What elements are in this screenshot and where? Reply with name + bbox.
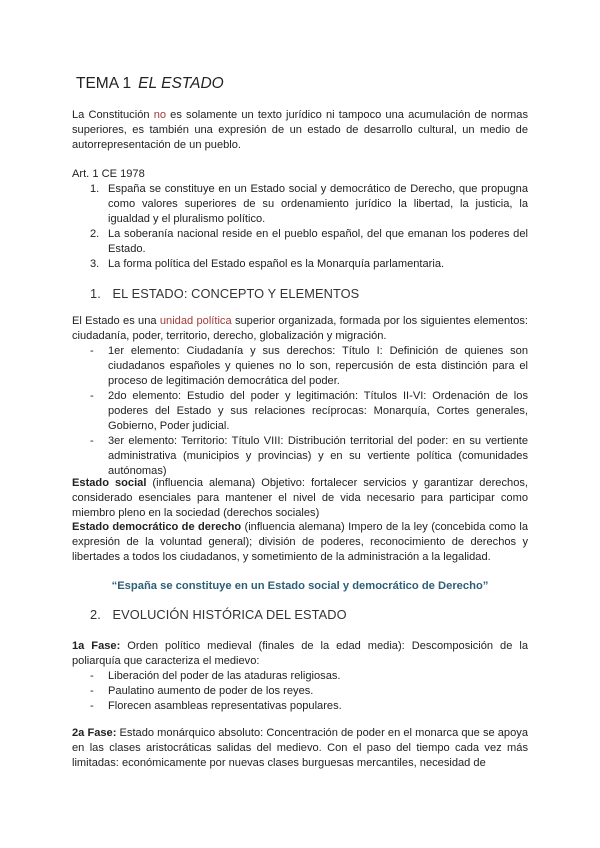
item-text: España se constituye en un Estado social y democrático de Derecho, que propugna como valores superiores de su ordenamiento jurídico la libertad, la justicia, la igualdad y el pluralismo político. [108, 183, 528, 225]
list-item [72, 389, 528, 434]
article-heading: Art. 1 CE 1978 [72, 168, 145, 180]
def-highlight: unidad política [159, 315, 232, 327]
title-prefix: TEMA 1 [76, 75, 132, 92]
list-item [72, 257, 528, 272]
dash-bullet: - [90, 670, 94, 682]
section-number: 1. [90, 286, 101, 301]
list-item [72, 669, 528, 684]
dash-bullet: - [90, 685, 94, 697]
estado-social-text: (influencia alemana) Objetivo: fortalecer servicios y garantizar derechos, considerado esenciales para mantener el nivel de vida necesario para participar como miembro pleno en la sociedad (derechos sociales) [72, 477, 528, 519]
item-text: 2do elemento: Estudio del poder y legitimación: Títulos II-VI: Ordenación de los poderes del Estado y sus relaciones recíprocas: Monarquía, Cortes generales, Gobierno, Poder judicial. [108, 390, 528, 432]
dash-bullet: - [90, 390, 94, 402]
intro-paragraph [72, 108, 528, 153]
item-text: La soberanía nacional reside en el pueblo español, del que emanan los poderes del Estado. [108, 228, 528, 255]
section-title: EVOLUCIÓN HISTÓRICA DEL ESTADO [112, 607, 347, 622]
fase-1-label: 1a Fase: [72, 640, 121, 652]
item-text: Florecen asambleas representativas populares. [108, 700, 342, 712]
item-number: 2. [90, 228, 100, 240]
item-number: 1. [90, 183, 100, 195]
item-text: Liberación del poder de las ataduras religiosas. [108, 670, 341, 682]
intro-text-end: es solamente un texto jurídico ni tampoco una acumulación de normas superiores, es también una expresión de un estado de desarrollo cultural, un medio de autorrepresentación de un pueblo. [72, 109, 528, 151]
estado-definition [72, 314, 528, 344]
list-item [72, 344, 528, 389]
list-item [72, 434, 528, 479]
item-text: 1er elemento: Ciudadanía y sus derechos: Título I: Definición de quienes son ciudadanos españoles y quienes no lo son, repercusión de esta distinción para el proceso de legitimación democrática del poder. [108, 345, 528, 387]
fase-1-paragraph [72, 639, 528, 669]
fase-1-list [72, 669, 528, 714]
list-item [72, 684, 528, 699]
list-item [72, 227, 528, 257]
list-item [72, 699, 528, 714]
section-2-heading [90, 607, 530, 623]
section-title: EL ESTADO: CONCEPTO Y ELEMENTOS [112, 286, 360, 301]
estado-democratico-text: (influencia alemana) Impero de la ley (concebida como la expresión de la voluntad general); división de poderes, reconocimiento de derechos y libertades a todos los ciudadanos, y sometimiento de la administración a la legalidad. [72, 521, 528, 563]
elements-list [72, 344, 528, 479]
section-number: 2. [90, 607, 101, 622]
intro-text-start: La Constitución [72, 109, 154, 121]
page-title [76, 75, 526, 93]
estado-social-term: Estado social [72, 477, 147, 489]
estado-democratico-term: Estado democrático de derecho [72, 521, 242, 533]
article-list [72, 182, 528, 272]
item-text: La forma política del Estado español es la Monarquía parlamentaria. [108, 258, 445, 270]
fase-2-text: Estado monárquico absoluto: Concentración de poder en el monarca que se apoya en las clases aristocráticas salidas del medievo. Con el paso del tiempo cada vez más limitadas: económicamente por nuevas clases burguesas mercantiles, necesidad de [72, 727, 528, 769]
highlight-quote: “España se constituye en un Estado social y democrático de Derecho” [111, 580, 489, 592]
dash-bullet: - [90, 345, 94, 357]
estado-social-paragraph [72, 476, 528, 521]
fase-2-paragraph [72, 726, 528, 771]
dash-bullet: - [90, 435, 94, 447]
item-number: 3. [90, 258, 100, 270]
fase-1-text: Orden político medieval (finales de la edad media): Descomposición de la poliarquía que caracteriza el medievo: [72, 640, 528, 667]
def-text-start: El Estado es una [72, 315, 160, 327]
item-text: Paulatino aumento de poder de los reyes. [108, 685, 314, 697]
title-italic: EL ESTADO [138, 75, 224, 92]
estado-democratico-paragraph [72, 520, 528, 565]
list-item [72, 182, 528, 227]
item-text: 3er elemento: Territorio: Título VIII: Distribución territorial del poder: en su vertiente administrativa (municipios y provincias) y en su vertiente política (comunidades autónomas) [108, 435, 528, 477]
def-text-end: superior organizada, formada por los siguientes elementos: ciudadanía, poder, territorio, derecho, globalización y migración. [72, 315, 529, 342]
dash-bullet: - [90, 700, 94, 712]
intro-highlight: no [153, 109, 167, 121]
fase-2-label: 2a Fase: [72, 727, 117, 739]
section-1-heading [90, 286, 530, 302]
